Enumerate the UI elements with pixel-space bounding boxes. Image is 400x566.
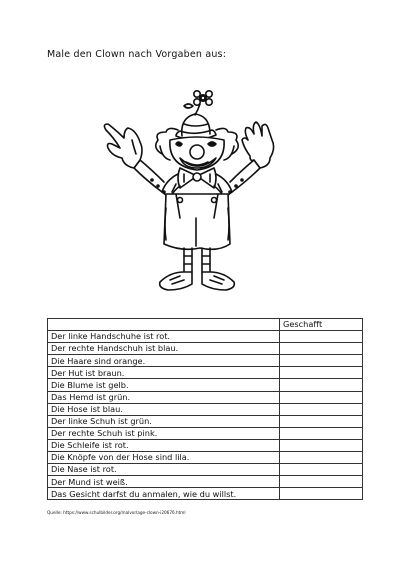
task-text: Das Hemd ist grün.: [48, 391, 280, 403]
trousers-icon: [164, 184, 230, 249]
table-row: [48, 488, 363, 500]
table-header-row: [48, 319, 363, 331]
task-text: Die Hose ist blau.: [48, 403, 280, 415]
task-text: Der rechte Handschuh ist blau.: [48, 343, 280, 355]
done-cell[interactable]: [280, 331, 363, 343]
done-cell[interactable]: [280, 343, 363, 355]
header-task: [48, 319, 280, 331]
table-row: [48, 452, 363, 464]
table-row: [48, 403, 363, 415]
table-row: [48, 331, 363, 343]
task-text: Der linke Schuh ist grün.: [48, 415, 280, 427]
task-text: Die Schleife ist rot.: [48, 439, 280, 451]
done-cell[interactable]: [280, 355, 363, 367]
task-text: Der Mund ist weiß.: [48, 476, 280, 488]
done-cell[interactable]: [280, 464, 363, 476]
task-text: Die Blume ist gelb.: [48, 379, 280, 391]
done-cell[interactable]: [280, 488, 363, 500]
table-row: [48, 343, 363, 355]
table-row: [48, 391, 363, 403]
done-cell[interactable]: [280, 476, 363, 488]
face-icon: [170, 137, 224, 170]
header-done: Geschafft: [280, 319, 363, 331]
task-text: Die Haare sind orange.: [48, 355, 280, 367]
table-row: [48, 476, 363, 488]
task-text: Die Nase ist rot.: [48, 464, 280, 476]
right-shoe-icon: [202, 272, 234, 290]
source-note: Quelle: https://www.schulbilder.org/malvorlage-clown-i20676.html: [47, 510, 186, 515]
done-cell[interactable]: [280, 415, 363, 427]
done-cell[interactable]: [280, 367, 363, 379]
done-cell[interactable]: [280, 379, 363, 391]
table-row: [48, 415, 363, 427]
table-row: [48, 355, 363, 367]
task-text: Der linke Handschuhe ist rot.: [48, 331, 280, 343]
page-title: Male den Clown nach Vorgaben aus:: [47, 49, 227, 60]
flower-icon: [184, 91, 212, 115]
table-row: [48, 427, 363, 439]
table-row: [48, 439, 363, 451]
done-cell[interactable]: [280, 391, 363, 403]
done-cell[interactable]: [280, 452, 363, 464]
table-row: [48, 379, 363, 391]
right-glove-icon: [242, 122, 274, 168]
legs-icon: [184, 248, 210, 272]
bow-tie-icon: [178, 168, 216, 188]
left-shoe-icon: [160, 272, 192, 290]
hat-icon: [176, 114, 216, 140]
clown-illustration-icon: [100, 88, 280, 308]
done-cell[interactable]: [280, 439, 363, 451]
done-cell[interactable]: [280, 403, 363, 415]
done-cell[interactable]: [280, 427, 363, 439]
task-text: Die Knöpfe von der Hose sind lila.: [48, 452, 280, 464]
table-row: [48, 464, 363, 476]
task-text: Der rechte Schuh ist pink.: [48, 427, 280, 439]
task-table: [47, 318, 363, 500]
left-glove-icon: [104, 124, 142, 168]
table-row: [48, 367, 363, 379]
task-text: Der Hut ist braun.: [48, 367, 280, 379]
task-text: Das Gesicht darfst du anmalen, wie du willst.: [48, 488, 280, 500]
